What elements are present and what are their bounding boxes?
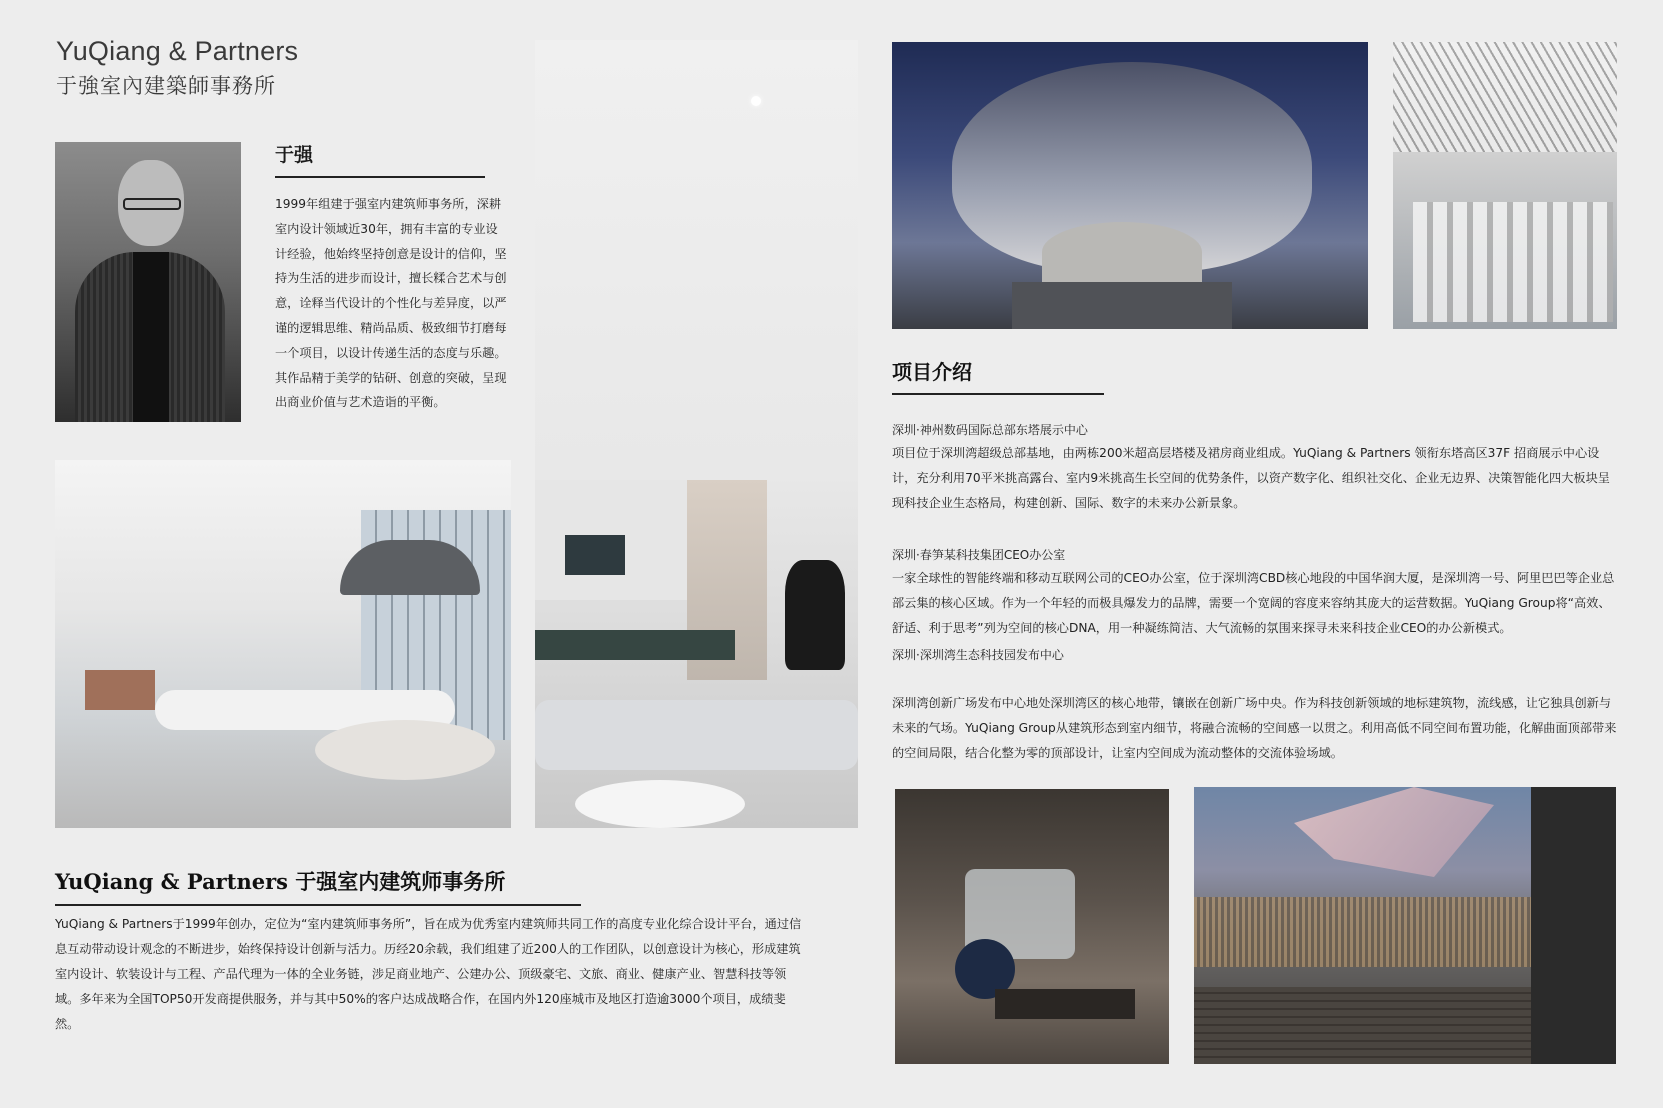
- project-description: 项目位于深圳湾超级总部基地，由两栋200米超高层塔楼及裙房商业组成。YuQiang & Partners 领衔东塔高区37F 招商展示中心设计，充分利用70平米挑高露台、室内9米挑高生长空间的优势条件，以资产数字化、组织社交化、企业无边界、决策智能化四大板块呈现科技企业生态格局，构建创新、国际、数字的未来办公新景象。: [892, 446, 1610, 510]
- terrace-photo: [1194, 787, 1616, 1064]
- lobby-photo: [55, 460, 511, 828]
- logo-english: YuQiang & Partners: [56, 36, 299, 66]
- founder-divider: [275, 176, 485, 178]
- logo-chinese: 于強室內建築師事務所: [56, 74, 276, 98]
- exhibition-center-exterior-photo: [892, 42, 1368, 329]
- exhibition-center-interior-photo: [1393, 42, 1617, 329]
- company-title: YuQiang & Partners 于强室内建筑师事务所: [55, 869, 506, 894]
- ceo-office-photo: [895, 789, 1169, 1064]
- lounge-photo: [535, 40, 858, 828]
- company-description: YuQiang & Partners于1999年创办，定位为“室内建筑师事务所”，旨在成为优秀室内建筑师共同工作的高度专业化综合设计平台，通过信息互动带动设计观念的不断进步，始终保持设计创新与活力。历经20余载，我们组建了近200人的工作团队，以创意设计为核心，形成建筑室内设计、软装设计与工程、产品代理为一体的全业务链，涉足商业地产、公建办公、顶级豪宅、文旅、商业、健康产业、智慧科技等领域。多年来为全国TOP50开发商提供服务，并与其中50%的客户达成战略合作，在国内外120座城市及地区打造逾3000个项目，成绩斐然。: [55, 917, 802, 1031]
- project-title: 深圳·春笋某科技集团CEO办公室: [892, 548, 1066, 562]
- projects-title: 项目介绍: [892, 360, 972, 384]
- project-title: 深圳·深圳湾生态科技园发布中心: [892, 648, 1064, 662]
- project-title: 深圳·神州数码国际总部东塔展示中心: [892, 423, 1088, 437]
- projects-divider: [892, 393, 1104, 395]
- founder-bio: 1999年组建于强室内建筑师事务所，深耕室内设计领域近30年，拥有丰富的专业设计经验，他始终坚持创意是设计的信仰，坚持为生活的进步而设计，擅长糅合艺术与创意，诠释当代设计的个性化与差异度，以严谨的逻辑思维、精尚品质、极致细节打磨每一个项目，以设计传递生活的态度与乐趣。其作品精于美学的钻研、创意的突破，呈现出商业价值与艺术造诣的平衡。: [275, 197, 507, 410]
- project-description: 一家全球性的智能终端和移动互联网公司的CEO办公室，位于深圳湾CBD核心地段的中国华润大厦，是深圳湾一号、阿里巴巴等企业总部云集的核心区域。作为一个年轻的而极具爆发力的品牌，需要一个宽阔的容度来容纳其庞大的运营数据。YuQiang Group将“高效、舒适、利于思考”列为空间的核心DNA，用一种凝练简洁、大气流畅的氛围来探寻未来科技企业CEO的办公新模式。: [892, 571, 1615, 635]
- founder-portrait: [55, 142, 241, 422]
- project-description: 深圳湾创新广场发布中心地处深圳湾区的核心地带，镶嵌在创新广场中央。作为科技创新领域的地标建筑物，流线感，让它独具创新与未来的气场。YuQiang Group从建筑形态到室内细节，将融合流畅的空间感一以贯之。利用高低不同空间布置功能，化解曲面顶部带来的空间局限，结合化整为零的顶部设计，让室内空间成为流动整体的交流体验场域。: [892, 696, 1617, 760]
- founder-name: 于强: [275, 144, 314, 166]
- company-divider: [55, 904, 581, 906]
